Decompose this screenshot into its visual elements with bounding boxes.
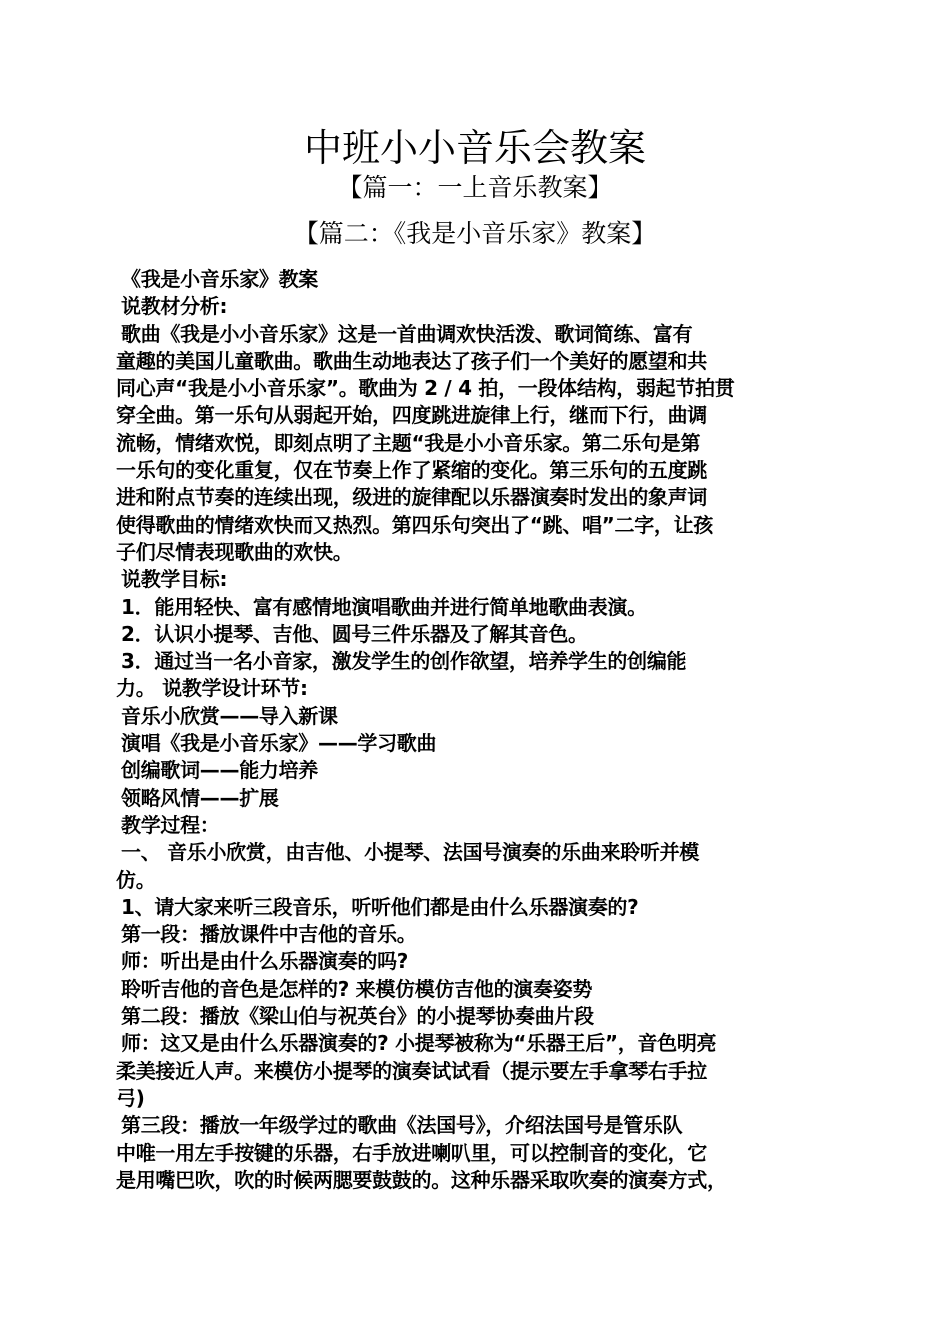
text-line: 说教材分析: bbox=[121, 294, 228, 319]
text-line: 1、请大家来听三段音乐，听听他们都是由什么乐器演奏的? bbox=[121, 894, 639, 919]
text-line: 教学过程： bbox=[121, 812, 220, 837]
text-line: 流畅，情绪欢悦，即刻点明了主题“我是小小音乐家。第二乐句是第 bbox=[116, 430, 701, 455]
text-line: 第一段：播放课件中吉他的音乐。 bbox=[121, 922, 417, 947]
text-line: 童趣的美国儿童歌曲。歌曲生动地表达了孩子们一个美好的愿望和共 bbox=[116, 348, 707, 373]
text-line: 歌曲《我是小小音乐家》这是一首曲调欢快活泼、歌词简练、富有 bbox=[121, 321, 693, 346]
text-line: 力。 说教学设计环节: bbox=[116, 676, 308, 701]
text-line: 创编歌词——能力培养 bbox=[121, 758, 318, 783]
text-line: 使得歌曲的情绪欢快而又热烈。第四乐句突出了“跳、唱”二字，让孩 bbox=[116, 512, 713, 537]
text-line: 师：听出是由什么乐器演奏的吗? bbox=[121, 949, 409, 974]
text-line: 同心声“我是小小音乐家”。歌曲为 2 / 4 拍，一段体结构，弱起节拍贯 bbox=[116, 376, 735, 401]
text-line: 2．认识小提琴、吉他、圆号三件乐器及了解其音色。 bbox=[121, 621, 588, 646]
text-line: 是用嘴巴吹，吹的时候两腮要鼓鼓的。这种乐器采取吹奏的演奏方式， bbox=[116, 1167, 727, 1192]
text-line: 师：这又是由什么乐器演奏的? 小提琴被称为“乐器王后”，音色明亮 bbox=[121, 1031, 717, 1056]
text-line: 说教学目标: bbox=[121, 567, 228, 592]
text-line: 子们尽情表现歌曲的欢快。 bbox=[116, 539, 353, 564]
text-line: 1．能用轻快、富有感情地演唱歌曲并进行简单地歌曲表演。 bbox=[121, 594, 647, 619]
section-heading-1: 【篇一：一上音乐教案】 bbox=[337, 173, 613, 202]
text-line: 柔美接近人声。来模仿小提琴的演奏试试看（提示要左手拿琴右手拉 bbox=[116, 1058, 707, 1083]
text-line: 一乐句的变化重复，仅在节奏上作了紧缩的变化。第三乐句的五度跳 bbox=[116, 458, 707, 483]
section-heading-2: 【篇二：《我是小音乐家》教案】 bbox=[293, 219, 657, 248]
text-line: 弓) bbox=[116, 1085, 145, 1110]
text-line: 进和附点节奏的连续出现，级进的旋律配以乐器演奏时发出的象声词 bbox=[116, 485, 707, 510]
page-title: 中班小小音乐会教案 bbox=[303, 126, 646, 170]
text-line: 领略风情——扩展 bbox=[121, 785, 279, 810]
text-line: 穿全曲。第一乐句从弱起开始，四度跳进旋律上行，继而下行，曲调 bbox=[116, 403, 707, 428]
text-line: 音乐小欣赏——导入新课 bbox=[121, 703, 338, 728]
document-body bbox=[116, 266, 841, 1194]
text-line: 一、 音乐小欣赏，由吉他、小提琴、法国号演奏的乐曲来聆听并模 bbox=[121, 840, 699, 865]
text-line: 仿。 bbox=[116, 867, 156, 892]
text-line: 第三段：播放一年级学过的歌曲《法国号》，介绍法国号是管乐队 bbox=[121, 1113, 683, 1138]
text-line: 中唯一用左手按键的乐器，右手放进喇叭里，可以控制音的变化，它 bbox=[116, 1140, 707, 1165]
text-line: 演唱《我是小音乐家》——学习歌曲 bbox=[121, 731, 437, 756]
text-line: 《我是小音乐家》教案 bbox=[121, 267, 318, 291]
text-line: 聆听吉他的音色是怎样的? 来模仿模仿吉他的演奏姿势 bbox=[121, 976, 593, 1001]
text-line: 第二段：播放《梁山伯与祝英台》的小提琴协奏曲片段 bbox=[121, 1004, 594, 1029]
text-line: 3．通过当一名小音家，激发学生的创作欲望，培养学生的创编能 bbox=[121, 649, 687, 674]
